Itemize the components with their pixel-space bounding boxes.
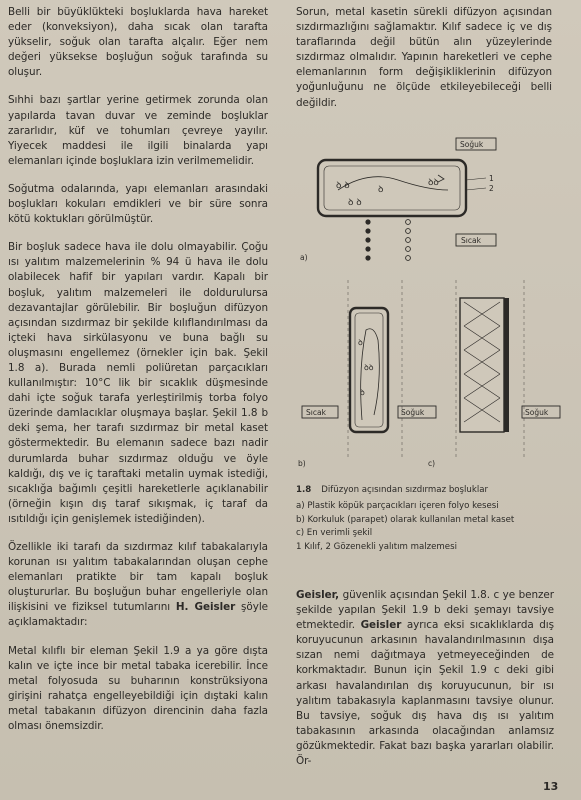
author-name: Geisler, [296,589,340,601]
label-cold: Soğuk [401,408,425,417]
caption-item: c) En verimli şekil [296,528,373,539]
cold-flow-dots [406,220,411,261]
svg-text:ꝺ ꝺ: ꝺ ꝺ [348,198,362,208]
figure-caption [296,484,566,554]
label-cold: Soğuk [460,140,484,149]
label-b: b) [298,459,306,468]
svg-text:ꝺꝺ: ꝺꝺ [364,363,374,372]
paragraph: Sorun, metal kasetin sürekli difüzyon açısından sızdırmazlığını sağlamaktır. Kılıf sadece iç ve dış taraflarında değil bütün alın yüzeylerinde sızdırmaz olmalıdır. Yapının hareketleri ve cephe elemanlarının form değişikliklerinin difüzyon yoğunluğunu ne ölçüde etkileyebileceği belli değildir. [296,6,552,109]
paragraph: Sıhhi bazı şartlar yerine getirmek zorunda olan yapılarda tavan duvar ve zeminde boşluklar zararlıdır, küf ve tohumları çevreye yayılır. Yiyecek maddesi ile ilgili binalarda yapı elemanları içinde boşluklara izin verilmemelidir. [8,94,268,167]
svg-text:1: 1 [489,174,494,183]
warm-flow-dots [365,219,370,260]
svg-text:ꝺ ꝺ: ꝺ ꝺ [336,181,350,191]
paragraph: Metal kılıflı bir eleman Şekil 1.9 a ya göre dışta kalın ve içte ince bir metal tabaka icerebilir. İnce metal folyosuda su buharının konstrüksiyona girişini rahatça engelleyebildiği için dıştaki kalın metal tabakanın difüzyon direncinin daha fazla olması önemsizdir. [8,644,268,733]
label-warm: Sıcak [461,236,481,245]
figure-number: 1.8 [296,485,312,495]
label-cold: Soğuk [525,408,549,417]
paragraph: Geisler, güvenlik açısından Şekil 1.8. c ye benzer şekilde yapılan Şekil 1.9 b deki şemayı tavsiye etmektedir. Geisler ayrıca eksi sıcaklıklarda dış koruyucunun arkasının havalandırılmasının dışa sızan nemi dağıtmaya yetmeyeceğinden de korkmaktadır. Bunun için Şekil 1.9 c deki gibi arkası havalandırılan dış koruyucunun, bir ısı yalıtım tabakasıyla kaplanmasını tavsiye olunur. Bu tavsiye, soğuk dış hava dış ısı yalıtım tabakasının arkasında olacağından anlamsız gözükmektedir. Fakat bazı başka yararları olabilir. Ör- [296,589,554,768]
label-a: a) [300,253,308,262]
paragraph: Belli bir büyüklükteki boşluklarda hava hareket eder (konveksiyon), daha sıcak olan tarafta yükselir, soğuk olan tarafta alçalır. Eğer nem değeri yükseksе boşluğun soğuk tarafında su oluşur. [8,6,268,79]
paragraph: Soğutma odalarında, yapı elemanları arasındaki boşlukları kokuları emdikleri ve bir süre sonra kötü koktukları görülmüştür. [8,182,268,226]
figure-a [300,138,496,262]
caption-title: Difüzyon açısından sızdırmaz boşluklar [321,485,489,495]
svg-text:ꝺꝺ: ꝺꝺ [428,178,439,188]
caption-item: 1 Kılıf, 2 Gözenekli yalıtım malzemesi [296,541,457,552]
svg-text:ꝺ: ꝺ [358,338,363,347]
svg-text:ꝺ: ꝺ [360,388,365,397]
label-warm: Sıcak [306,408,326,417]
caption-item: b) Korkuluk (parapet) olarak kullanılan metal kaset [296,514,515,525]
caption-item: a) Plastik köpük parçacıkları içeren folyo kesesi [296,501,499,512]
author-name: Geisler [360,619,402,632]
svg-text:2: 2 [489,184,494,193]
paragraph: Özellikle iki tarafı da sızdırmaz kılıf tabakalarıyla korunan ısı yalıtım tabakalarından oluşan cephe elemanları pratikte bir tam kapalı boşluk oluştururlar. Bu boşluğun buhar engelleriyle olan ilişkisini ve fiziksel tutumlarını H. Geisler şöyle açıklamaktadır: [8,541,268,629]
figure-c [428,280,560,468]
figure-b [298,280,436,468]
right-column-top [296,5,552,124]
insulated-panel [460,298,504,432]
label-c: c) [428,459,436,468]
svg-text:ꝺ: ꝺ [378,185,384,195]
page-number: 13 [543,780,559,793]
author-name: H. Geisler [175,601,236,614]
paragraph: Bir boşluk sadece hava ile dolu olmayabilir. Çoğu ısı yalıtım malzemelerinin % 94 ü hava ile dolu olabilecek hafif bir yapıları vardır. Kapalı bir boşluk, yalıtım malzemeleri ile doldurulursa dezavantajlar görülebilir. Bir boşluğun difüzyon açısından sızdırmaz bir şekilde kılıflandırılması da içteki hava sirkülasyonu ve buna bağlı su oluşmasını engellemez (örnekler için bak. Şekil 1.8 a). Burada nemli poliüretan parçacıkları kullanılmıştır: 10°C lik bir sıcaklık düşmesinde dahi içte soğuk tarafa yerleştirilmiş torba folyo üzerinde damlacıklar oluşmaya başlar. Şekil 1.8 b deki şema, her tarafı sızdırmaz bir metal kaset göstermektedir. Bu elemanın sadece bazı nadir durumlarda buhar sızdırmaz olduğu ve öyle kaldığı, dış ve iç taraftaki metalin uymak istediği, sıcaklığa bağımlı çeşitli hareketlerle açıklanabilir (örneğin kışın dış taraf sıkışmak, iç taraf da ısıtıldığı için genişlemek istediğinden). [8,241,268,525]
right-column-bottom [296,588,554,782]
left-column [8,5,268,747]
figure-1-8 [288,130,578,470]
